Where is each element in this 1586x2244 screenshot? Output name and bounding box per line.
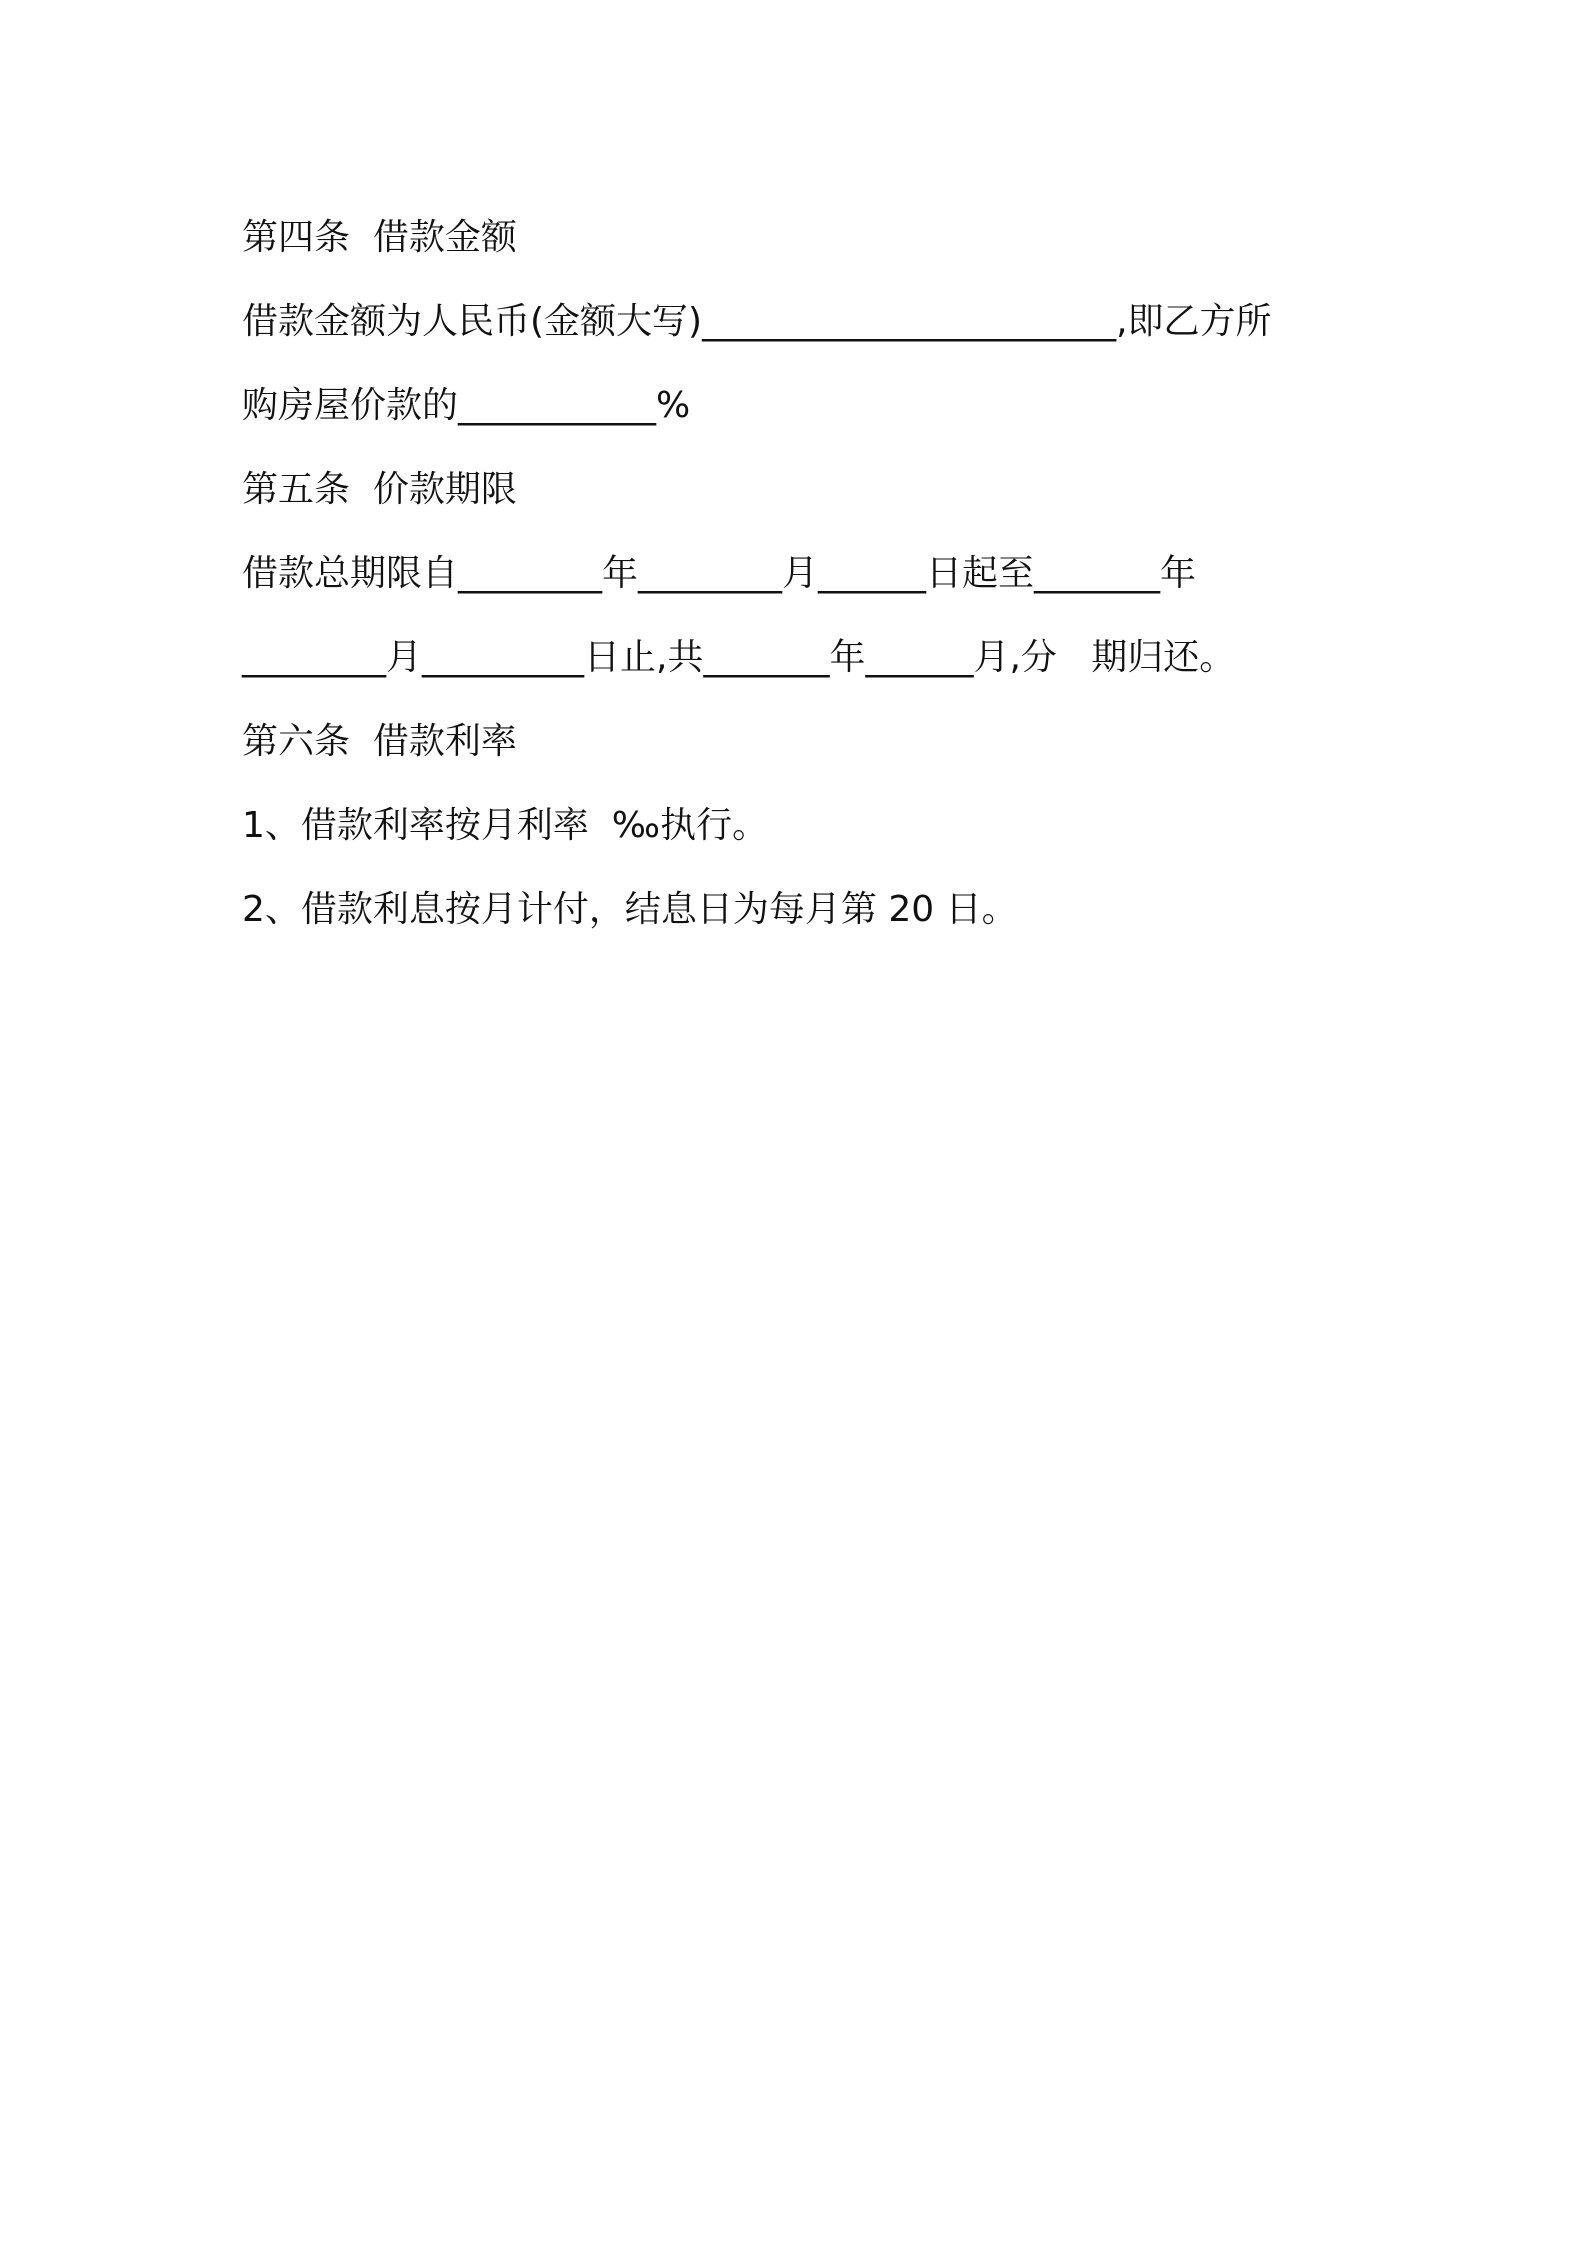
interest-rate-item-2: 2、借款利息按月计付，结息日为每月第 20 日。 [242,889,1018,930]
loan-term-end-line: ________月_________日止,共_______年______月,分 期归还。 [242,637,1236,678]
interest-rate-item-1: 1、借款利率按月利率 ‰执行。 [242,805,769,846]
article-6-heading: 第六条 借款利率 [242,721,517,762]
document-body [242,196,1362,952]
loan-percentage-line: 购房屋价款的___________% [242,385,691,426]
article-5-heading: 第五条 价款期限 [242,469,517,510]
loan-term-start-line: 借款总期限自________年________月______日起至_______年 [242,553,1197,594]
article-4-heading: 第四条 借款金额 [242,217,517,258]
loan-amount-line: 借款金额为人民币(金额大写)_______________________,即乙方所 [242,301,1272,342]
